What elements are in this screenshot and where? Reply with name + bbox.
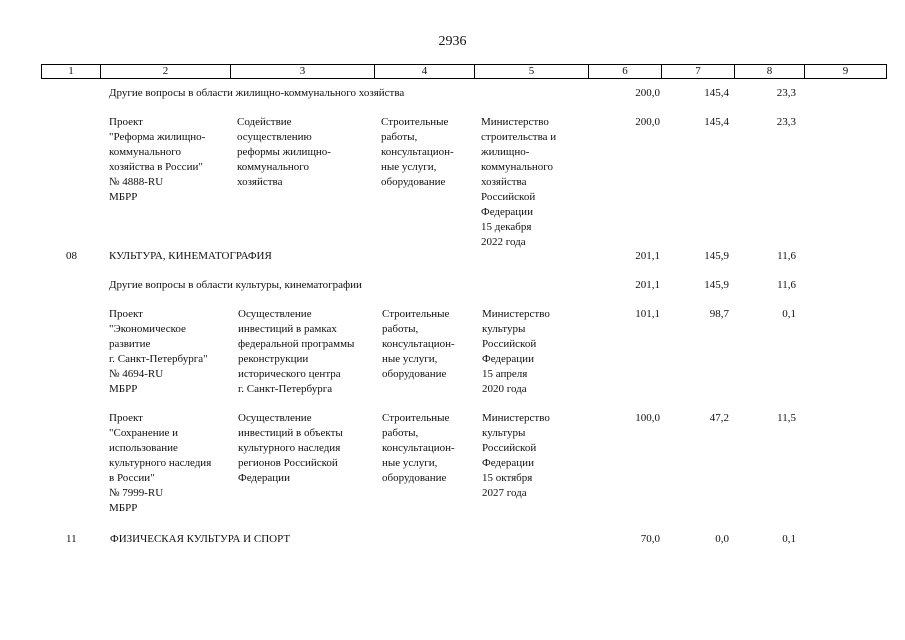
col-header-6: 6: [589, 65, 662, 79]
value-col8: 11,6: [777, 279, 796, 291]
value-col8: 23,3: [776, 87, 796, 99]
value-col6: 70,0: [640, 533, 660, 545]
project-name: Проект "Экономическое развитие г. Санкт-Петербурга" № 4694-RU МБРР: [109, 308, 208, 395]
value-col7: 98,7: [709, 308, 729, 320]
section-code: 08: [66, 250, 77, 262]
value-col6: 201,1: [635, 279, 660, 291]
column-header-row: [41, 64, 887, 79]
col-header-3: 3: [231, 65, 375, 79]
project-ministry: Министерство культуры Российской Федерации 15 апреля 2020 года: [482, 308, 550, 395]
section-code: 11: [66, 533, 77, 545]
value-col7: 145,4: [704, 116, 729, 128]
project-ministry: Министерство культуры Российской Федерации 15 октября 2027 года: [482, 412, 550, 499]
row-title: Другие вопросы в области культуры, кинематографии: [109, 279, 362, 291]
value-col7: 145,4: [704, 87, 729, 99]
project-name: Проект "Сохранение и использование культурного наследия в России" № 7999-RU МБРР: [109, 412, 212, 514]
page-number: 2936: [438, 34, 467, 49]
value-col8: 0,1: [782, 308, 796, 320]
project-name: Проект "Реформа жилищно- коммунального хозяйства в России" № 4888-RU МБРР: [109, 116, 206, 203]
col-header-7: 7: [662, 65, 735, 79]
project-expenses: Строительные работы, консультацион- ные услуги, оборудование: [382, 412, 455, 484]
col-header-9: 9: [805, 65, 887, 79]
project-purpose: Осуществление инвестиций в объекты культурного наследия регионов Российской Федерации: [238, 412, 343, 484]
value-col6: 200,0: [635, 87, 660, 99]
value-col7: 145,9: [704, 279, 729, 291]
value-col8: 11,5: [777, 412, 796, 424]
value-col6: 100,0: [635, 412, 660, 424]
section-title: КУЛЬТУРА, КИНЕМАТОГРАФИЯ: [109, 250, 272, 262]
value-col8: 11,6: [777, 250, 796, 262]
project-expenses: Строительные работы, консультацион- ные услуги, оборудование: [382, 308, 455, 380]
value-col8: 23,3: [776, 116, 796, 128]
value-col7: 47,2: [709, 412, 729, 424]
col-header-5: 5: [475, 65, 589, 79]
project-purpose: Осуществление инвестиций в рамках федеральной программы реконструкции исторического центра г. Санкт-Петербурга: [238, 308, 355, 395]
project-ministry: Министерство строительства и жилищно- коммунального хозяйства Российской Федерации 15 декабря 2022 года: [481, 116, 557, 248]
value-col6: 200,0: [635, 116, 660, 128]
project-expenses: Строительные работы, консультацион- ные услуги, оборудование: [381, 116, 454, 188]
value-col8: 0,1: [782, 533, 796, 545]
col-header-2: 2: [101, 65, 231, 79]
col-header-1: 1: [42, 65, 101, 79]
value-col7: 0,0: [715, 533, 729, 545]
value-col6: 201,1: [635, 250, 660, 262]
row-title: Другие вопросы в области жилищно-коммунального хозяйства: [109, 87, 405, 99]
section-title: ФИЗИЧЕСКАЯ КУЛЬТУРА И СПОРТ: [110, 533, 291, 545]
value-col7: 145,9: [704, 250, 729, 262]
project-purpose: Содействие осуществлению реформы жилищно- коммунального хозяйства: [237, 116, 331, 188]
col-header-8: 8: [735, 65, 805, 79]
value-col6: 101,1: [635, 308, 660, 320]
col-header-4: 4: [375, 65, 475, 79]
